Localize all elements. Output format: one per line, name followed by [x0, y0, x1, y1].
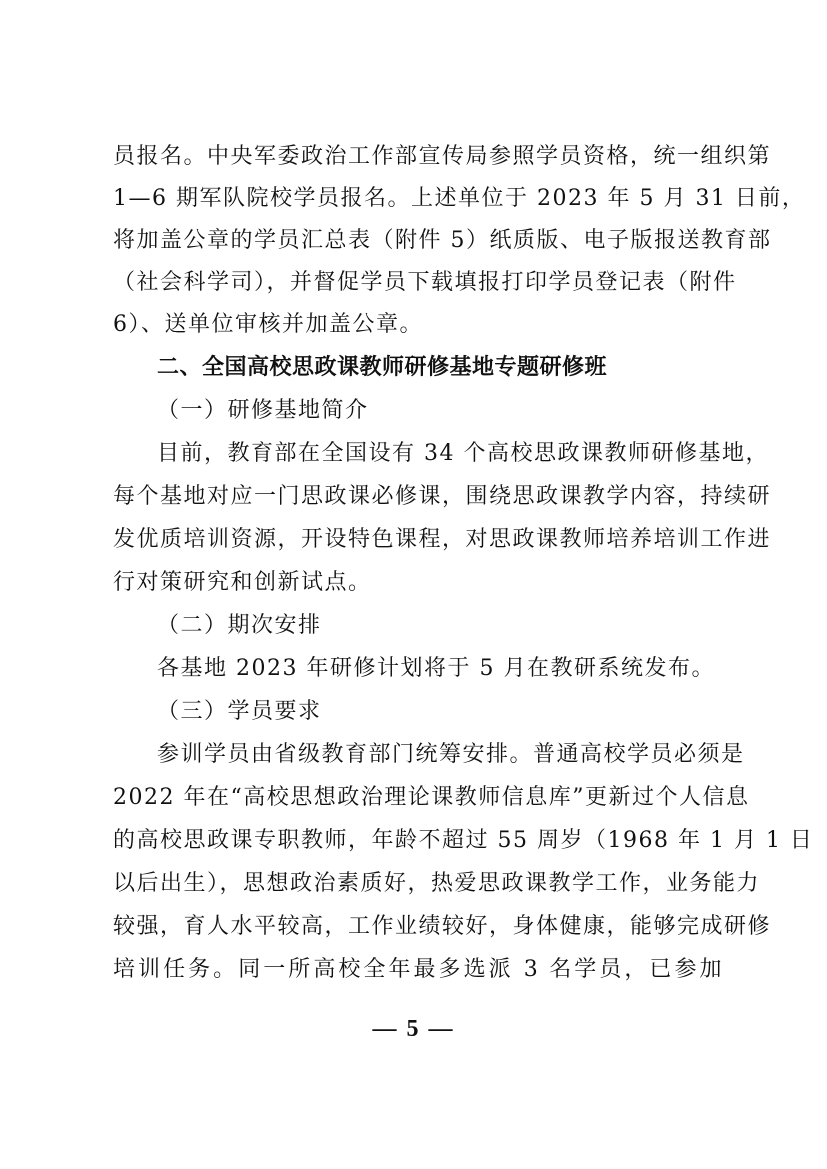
body-text-line: 6）、送单位审核并加盖公章。: [113, 312, 423, 337]
body-text-line: 目前，教育部在全国设有 34 个高校思政课教师研修基地，: [157, 441, 769, 466]
body-text-line: 各基地 2023 年研修计划将于 5 月在教研系统发布。: [157, 656, 715, 681]
subsection-heading: （三）学员要求: [157, 699, 322, 724]
body-text-line: 较强，育人水平较高，工作业绩较好，身体健康，能够完成研修: [113, 914, 772, 939]
subsection-heading: （一）研修基地简介: [157, 398, 369, 423]
body-text-line: 每个基地对应一门思政课必修课，围绕思政课教学内容，持续研: [113, 484, 772, 509]
body-text-line: 的高校思政课专职教师，年龄不超过 55 周岁（1968 年 1 月 1 日: [113, 828, 814, 853]
page-number: — 5 —: [372, 1016, 455, 1042]
subsection-heading: （二）期次安排: [157, 613, 322, 638]
body-text-line: 发优质培训资源，开设特色课程，对思政课教师培养培训工作进: [113, 527, 772, 552]
body-text-line: 1—6 期军队院校学员报名。上述单位于 2023 年 5 月 31 日前，: [113, 186, 806, 211]
body-text-line: 培训任务。同一所高校全年最多选派 3 名学员，已参加: [113, 957, 723, 982]
body-text-line: 行对策研究和创新试点。: [113, 570, 372, 595]
body-text-line: 以后出生），思想政治素质好，热爱思政课教学工作，业务能力: [113, 871, 761, 896]
body-text-line: 2022 年在“高校思想政治理论课教师信息库”更新过个人信息: [113, 785, 750, 810]
body-text-line: 参训学员由省级教育部门统筹安排。普通高校学员必须是: [157, 742, 745, 767]
body-text-line: （社会科学司），并督促学员下载填报打印学员登记表（附件: [113, 270, 737, 295]
body-text-line: 员报名。中央军委政治工作部宣传局参照学员资格，统一组织第: [113, 144, 772, 169]
section-heading: 二、全国高校思政课教师研修基地专题研修班: [157, 355, 608, 380]
body-text-line: 将加盖公章的学员汇总表（附件 5）纸质版、电子版报送教育部: [113, 228, 772, 253]
